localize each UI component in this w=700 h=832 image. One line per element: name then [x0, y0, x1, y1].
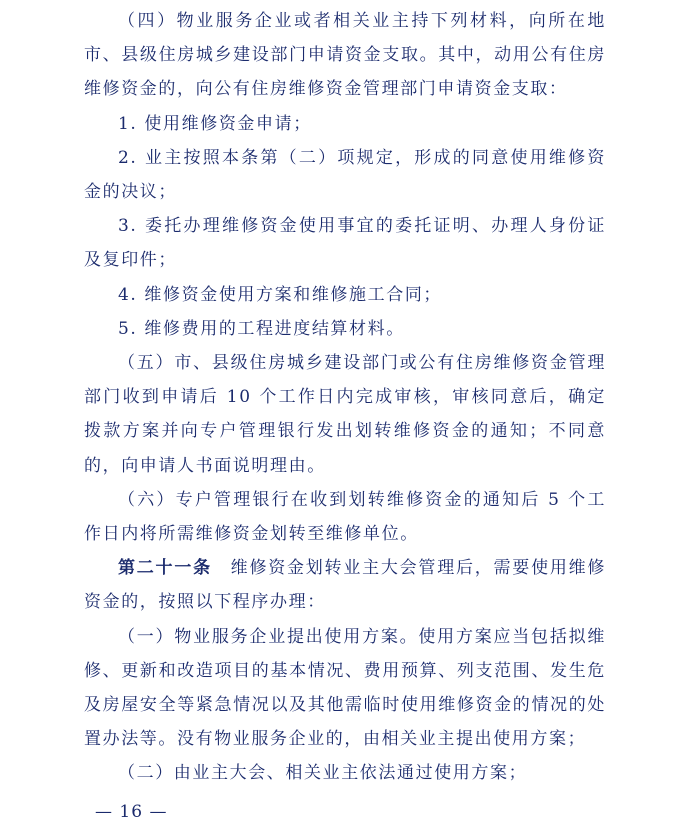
paragraph-item-5: （五）市、县级住房城乡建设部门或公有住房维修资金管理部门收到申请后 10 个工作日内完成审核，审核同意后，确定拨款方案并向专户管理银行发出划转维修资金的通知；不同意的，向申请人书面说明理由。	[84, 353, 606, 476]
article-21-paragraph	[84, 551, 606, 619]
list-item-2: 2. 业主按照本条第（二）项规定，形成的同意使用维修资金的决议；	[84, 147, 606, 203]
article-heading: 第二十一条	[118, 558, 212, 579]
list-item-3: 3. 委托办理维修资金使用事宜的委托证明、办理人身份证及复印件；	[84, 216, 606, 271]
procedure-item-1: （一）物业服务企业提出使用方案。使用方案应当包括拟维修、更新和改造项目的基本情况、费用预算、列支范围、发生危及房屋安全等紧急情况以及其他需临时使用维修资金的情况的处置办法等。没有物业服务企业的，由相关业主提出使用方案；	[84, 626, 606, 750]
list-item-1: 1. 使用维修资金申请；	[118, 113, 312, 134]
page-number: — 16 —	[95, 802, 168, 822]
procedure-item-2: （二）由业主大会、相关业主依法通过使用方案；	[118, 763, 528, 784]
paragraph-item-4: （四）物业服务企业或者相关业主持下列材料，向所在地市、县级住房城乡建设部门申请资金支取。其中，动用公有住房维修资金的，向公有住房维修资金管理部门申请资金支取：	[84, 11, 606, 100]
paragraph-item-6: （六）专户管理银行在收到划转维修资金的通知后 5 个工作日内将所需维修资金划转至维修单位。	[84, 489, 606, 545]
list-item-4: 4. 维修资金使用方案和维修施工合同；	[118, 284, 443, 305]
document-body	[84, 4, 606, 791]
article-text: 维修资金划转业主大会管理后，需要使用维修资金的，按照以下程序办理：	[84, 558, 607, 613]
list-item-5: 5. 维修费用的工程进度结算材料。	[118, 318, 405, 339]
